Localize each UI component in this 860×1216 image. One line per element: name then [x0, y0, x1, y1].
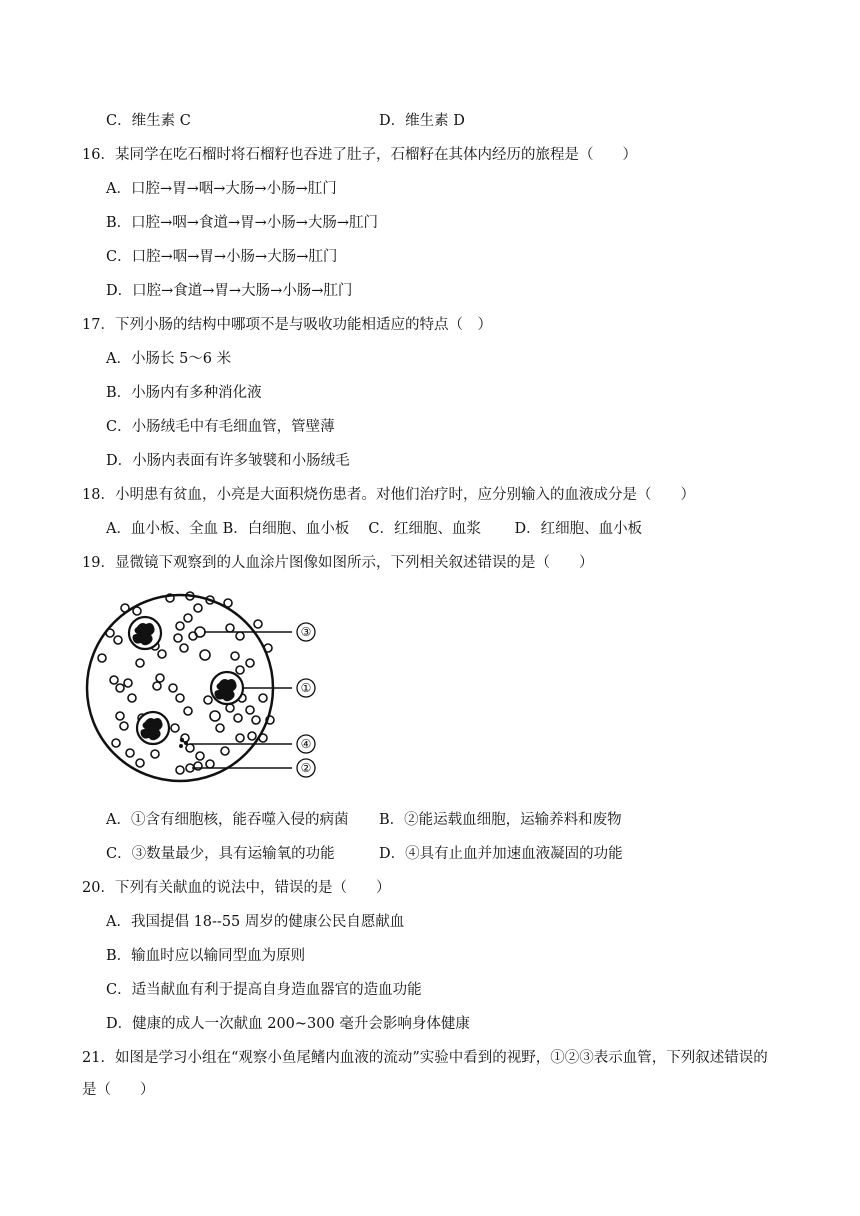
figure-label-2: ② [300, 761, 312, 775]
blood-smear-figure [80, 588, 330, 788]
q17-option-b: B．小肠内有多种消化液 [106, 385, 262, 401]
figure-label-3: ③ [300, 625, 312, 639]
q16-stem: 16．某同学在吃石榴时将石榴籽也吞进了肚子，石榴籽在其体内经历的旅程是（ ） [82, 147, 637, 163]
q16-option-c: C．口腔→咽→胃→小肠→大肠→肛门 [106, 249, 338, 265]
q15-option-d: D．维生素 D [379, 113, 465, 129]
q19-option-d: D．④具有止血并加速血液凝固的功能 [379, 846, 623, 862]
q15-option-c: C．维生素 C [106, 113, 191, 129]
q16-option-d: D．口腔→食道→胃→大肠→小肠→肛门 [106, 283, 353, 299]
q17-option-a: A．小肠长 5～6 米 [106, 351, 232, 367]
q20-option-c: C．适当献血有利于提高自身造血器官的造血功能 [106, 982, 422, 998]
figure-label-4: ④ [300, 737, 312, 751]
q16-option-b: B．口腔→咽→食道→胃→小肠→大肠→肛门 [106, 215, 379, 231]
q17-option-d: D．小肠内表面有许多皱襞和小肠绒毛 [106, 453, 350, 469]
q18-options: A．血小板、全血 B．白细胞、血小板 C．红细胞、血浆 D．红细胞、血小板 [106, 521, 643, 537]
figure-label-1: ① [300, 681, 312, 695]
q20-option-a: A．我国提倡 18--55 周岁的健康公民自愿献血 [106, 914, 405, 930]
q21-stem-line-1: 21．如图是学习小组在“观察小鱼尾鳍内血液的流动”实验中看到的视野，①②③表示血管，下列叙述错误的 [82, 1050, 768, 1066]
q21-stem-line-2: 是（ ） [82, 1082, 155, 1098]
q19-option-a: A．①含有细胞核，能吞噬入侵的病菌 [106, 812, 349, 828]
q20-option-d: D．健康的成人一次献血 200~300 毫升会影响身体健康 [106, 1016, 470, 1032]
q16-option-a: A．口腔→胃→咽→大肠→小肠→肛门 [106, 181, 337, 197]
q17-option-c: C．小肠绒毛中有毛细血管，管壁薄 [106, 419, 335, 435]
q20-stem: 20．下列有关献血的说法中，错误的是（ ） [82, 880, 391, 896]
q17-stem: 17．下列小肠的结构中哪项不是与吸收功能相适应的特点（ ） [82, 317, 492, 333]
q20-option-b: B．输血时应以输同型血为原则 [106, 948, 306, 964]
q19-option-c: C．③数量最少，具有运输氧的功能 [106, 846, 335, 862]
q19-option-b: B．②能运载血细胞，运输养料和废物 [379, 812, 622, 828]
q19-stem: 19．显微镜下观察到的人血涂片图像如图所示，下列相关叙述错误的是（ ） [82, 555, 594, 571]
q18-stem: 18．小明患有贫血，小亮是大面积烧伤患者。对他们治疗时，应分别输入的血液成分是（ ） [82, 487, 695, 503]
